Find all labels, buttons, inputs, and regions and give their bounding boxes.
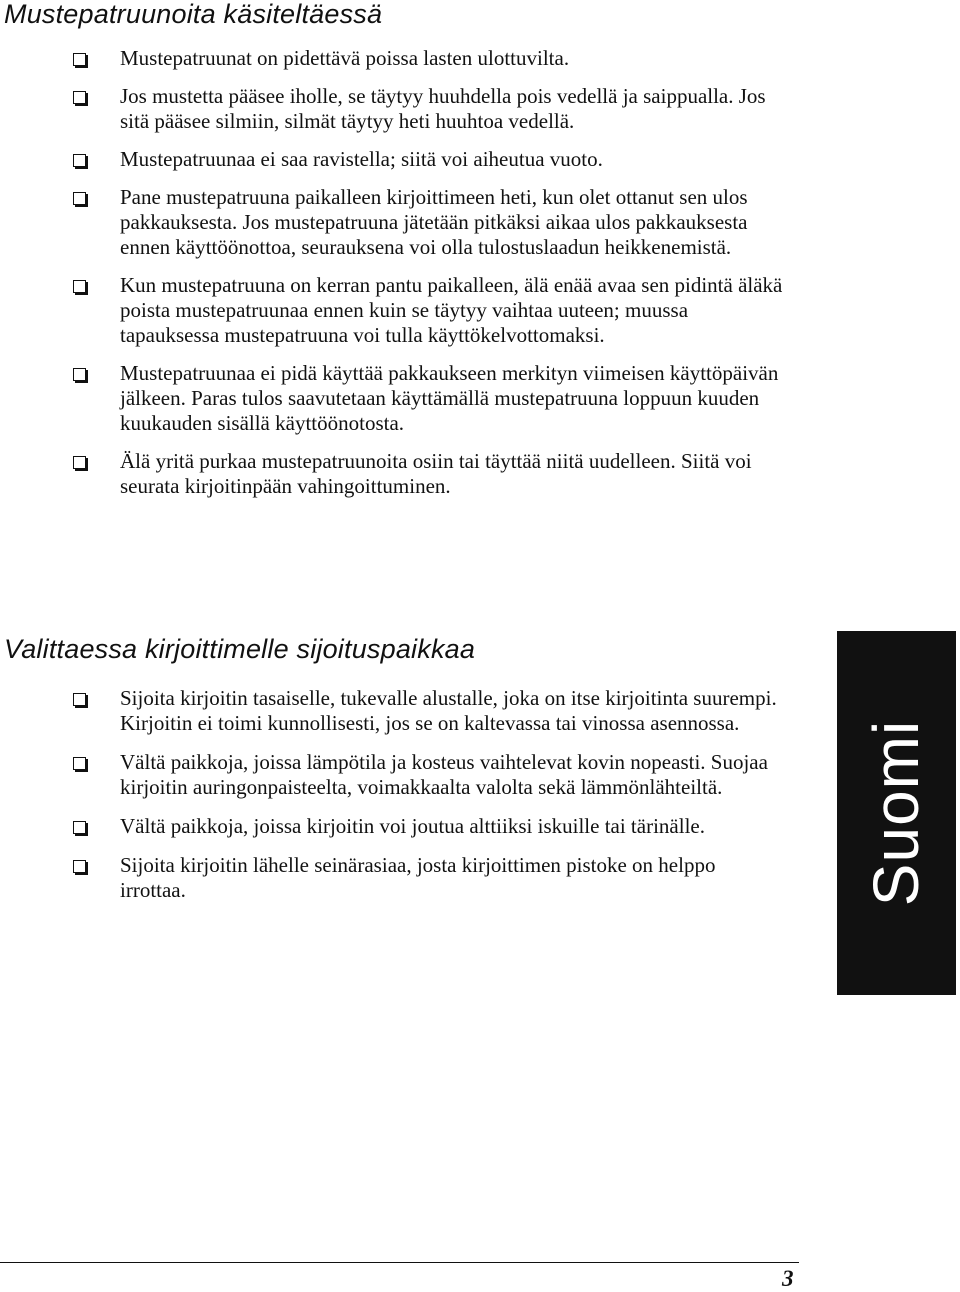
- section-title-printer-location: Valittaessa kirjoittimelle sijoituspaikkaa: [4, 634, 476, 664]
- checkbox-icon: [73, 368, 86, 381]
- list-item-text: Mustepatruunat on pidettävä poissa lasten ulottuvilta.: [120, 46, 570, 70]
- list-item-text: Sijoita kirjoitin lähelle seinärasiaa, josta kirjoittimen pistoke on helppo irrottaa.: [120, 853, 716, 902]
- list-item-text: Sijoita kirjoitin tasaiselle, tukevalle alustalle, joka on itse kirjoitinta suurempi. Kirjoitin ei toimi kunnollisesti, jos se on kaltevassa tai vinossa asennossa.: [120, 686, 777, 735]
- list-item: [0, 273, 785, 348]
- list-item: [0, 449, 785, 499]
- checkbox-icon: [73, 456, 86, 469]
- checkbox-icon: [73, 154, 86, 167]
- list-item: [0, 147, 785, 172]
- list-item: [0, 686, 785, 736]
- checkbox-icon: [73, 91, 86, 104]
- list-item-text: Mustepatruunaa ei pidä käyttää pakkaukseen merkityn viimeisen käyttöpäivän jälkeen. Paras tulos saavutetaan käyttämällä mustepatruuna loppuun kuuden kuukauden sisällä käyttöönotosta.: [120, 361, 779, 435]
- checkbox-icon: [73, 693, 86, 706]
- checkbox-icon: [73, 53, 86, 66]
- checkbox-icon: [73, 192, 86, 205]
- list-item: [0, 814, 785, 839]
- footer-divider: [0, 1262, 799, 1263]
- list-item-text: Mustepatruunaa ei saa ravistella; siitä voi aiheutua vuoto.: [120, 147, 603, 171]
- checkbox-icon: [73, 280, 86, 293]
- list-item: [0, 185, 785, 260]
- list-item: [0, 84, 785, 134]
- language-tab-label: Suomi: [860, 719, 933, 907]
- list-item: [0, 750, 785, 800]
- language-side-tab: [837, 631, 956, 995]
- checkbox-icon: [73, 821, 86, 834]
- list-item-text: Kun mustepatruuna on kerran pantu paikalleen, älä enää avaa sen pidintä äläkä poista mustepatruunaa ennen kuin se täytyy vaihtaa uuteen; muussa tapauksessa mustepatruuna voi tulla käyttökelvottomaksi.: [120, 273, 783, 347]
- printer-location-list: [0, 686, 820, 917]
- checkbox-icon: [73, 757, 86, 770]
- list-item-text: Vältä paikkoja, joissa kirjoitin voi joutua alttiiksi iskuille tai tärinälle.: [120, 814, 705, 838]
- list-item: [0, 853, 785, 903]
- list-item-text: Jos mustetta pääsee iholle, se täytyy huuhdella pois vedellä ja saippualla. Jos sitä pääsee silmiin, silmät täytyy heti huuhtoa vedellä.: [120, 84, 766, 133]
- list-item-text: Älä yritä purkaa mustepatruunoita osiin tai täyttää niitä uudelleen. Siitä voi seurata kirjoitinpään vahingoittuminen.: [120, 449, 752, 498]
- list-item: [0, 46, 785, 71]
- checkbox-icon: [73, 860, 86, 873]
- list-item: [0, 361, 785, 436]
- page-number: 3: [782, 1266, 794, 1291]
- list-item-text: Vältä paikkoja, joissa lämpötila ja kosteus vaihtelevat kovin nopeasti. Suojaa kirjoitin auringonpaisteelta, voimakkaalta valolta sekä lämmönlähteiltä.: [120, 750, 768, 799]
- ink-cartridge-precautions-list: [0, 46, 820, 512]
- section-title-ink-cartridges: Mustepatruunoita käsiteltäessä: [4, 0, 383, 29]
- list-item-text: Pane mustepatruuna paikalleen kirjoittimeen heti, kun olet ottanut sen ulos pakkauksesta. Jos mustepatruuna jätetään pitkäksi aikaa ulos pakkauksesta ennen käyttöönottoa, seurauksena voi olla tulostuslaadun heikkenemistä.: [120, 185, 748, 259]
